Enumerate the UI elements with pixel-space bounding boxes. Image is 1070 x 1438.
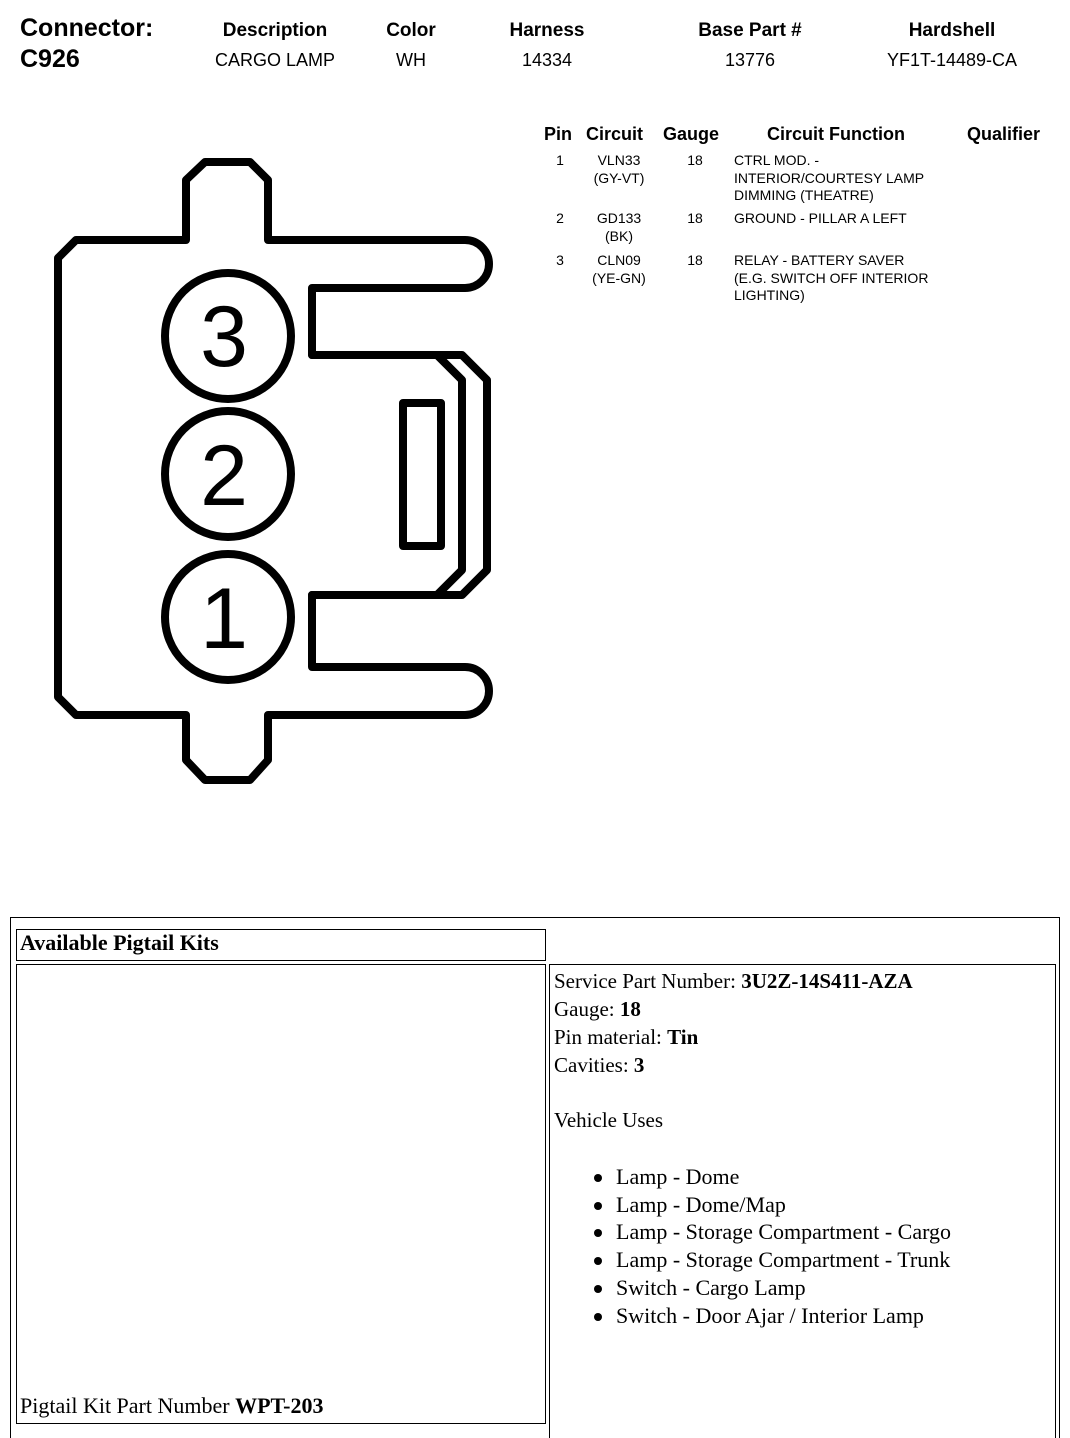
pigtail-title: Available Pigtail Kits xyxy=(20,930,219,955)
pin-row-1-function-line: DIMMING (THEATRE) xyxy=(734,187,874,203)
vehicle-uses-heading: Vehicle Uses xyxy=(554,1108,664,1132)
bullet-icon xyxy=(594,1174,602,1182)
description-header: Description xyxy=(222,20,328,41)
pigtail-title-cell xyxy=(16,929,546,961)
pin-material-row xyxy=(554,1023,1055,1051)
pin-row-1-circuit xyxy=(574,152,664,187)
color-header: Color xyxy=(386,20,436,41)
pin-header: Pin xyxy=(544,124,573,144)
pin-row-3-gauge: 18 xyxy=(687,252,703,268)
gauge-label: Gauge: xyxy=(554,997,620,1021)
base-part-header: Base Part # xyxy=(698,20,802,41)
pin-row-2-pin: 2 xyxy=(556,210,564,226)
vehicle-use-text: Lamp - Storage Compartment - Trunk xyxy=(616,1247,951,1273)
pigtail-kit-part xyxy=(20,1393,324,1419)
pin-row-1-circuit-color: (GY-VT) xyxy=(593,169,645,186)
hardshell-value: YF1T-14489-CA xyxy=(886,50,1018,70)
cavities-label: Cavities: xyxy=(554,1053,634,1077)
pin-row-3-circuit-color: (YE-GN) xyxy=(592,269,646,286)
service-part-number: 3U2Z-14S411-AZA xyxy=(741,969,913,993)
service-part-label: Service Part Number: xyxy=(554,969,742,993)
kit-part-label: Pigtail Kit Part Number xyxy=(20,1393,236,1418)
vehicle-use-text: Switch - Door Ajar / Interior Lamp xyxy=(616,1302,924,1328)
vehicle-use-text: Lamp - Storage Compartment - Cargo xyxy=(616,1219,952,1245)
service-part-row xyxy=(554,967,1055,995)
pigtail-image-cell xyxy=(16,964,546,1424)
gauge-row xyxy=(554,995,1055,1023)
pin-row-3-function-line: LIGHTING) xyxy=(734,287,805,303)
pigtail-info-cell xyxy=(549,964,1056,1438)
color-value: WH xyxy=(396,50,426,70)
pin-row-1-pin: 1 xyxy=(556,152,564,168)
list-item xyxy=(554,1218,1055,1246)
pin-row-2-circuit-id: GD133 xyxy=(596,210,642,226)
cavities-row xyxy=(554,1051,1055,1079)
base-part-value: 13776 xyxy=(724,50,776,70)
header-hardshell xyxy=(852,20,1052,71)
connector-id: C926 xyxy=(20,45,80,73)
cavity-3-label: 3 xyxy=(200,289,248,385)
pin-row-1-function-line: INTERIOR/COURTESY LAMP xyxy=(734,169,925,186)
bullet-icon xyxy=(594,1285,602,1293)
connector-label: Connector: xyxy=(20,14,154,42)
pin-row-3-function xyxy=(734,252,964,305)
pin-material-label: Pin material: xyxy=(554,1025,668,1049)
cavity-2-label: 2 xyxy=(200,428,248,524)
housing-outline xyxy=(58,162,489,780)
gauge-header: Gauge xyxy=(663,124,720,144)
header-base-part xyxy=(670,20,830,71)
circuit-function-header: Circuit Function xyxy=(767,124,905,144)
qualifier-header: Qualifier xyxy=(967,124,1041,144)
vehicle-use-text: Switch - Cargo Lamp xyxy=(616,1274,806,1300)
list-item xyxy=(554,1246,1055,1274)
cavity-1-label: 1 xyxy=(200,571,248,667)
pin-row-2-function xyxy=(734,210,964,228)
connector-face-diagram xyxy=(0,0,540,820)
vehicle-uses-list xyxy=(554,1163,1055,1329)
pin-row-1-function xyxy=(734,152,964,205)
pin-row-3-circuit-id: CLN09 xyxy=(597,252,641,268)
pin-row-3-pin: 3 xyxy=(556,252,564,268)
pin-row-1-function-line: CTRL MOD. - xyxy=(734,152,820,168)
kit-part-number: WPT-203 xyxy=(235,1393,324,1418)
vehicle-use-text: Lamp - Dome xyxy=(616,1164,740,1189)
description-value: CARGO LAMP xyxy=(214,50,336,70)
pin-row-2-function-line: GROUND - PILLAR A LEFT xyxy=(734,210,907,226)
pin-row-1-circuit-id: VLN33 xyxy=(597,152,641,168)
pin-row-1-gauge: 18 xyxy=(687,152,703,168)
harness-value: 14334 xyxy=(521,50,573,70)
latch-rectangle xyxy=(403,403,441,546)
pin-row-3-circuit xyxy=(574,252,664,287)
pin-row-2-circuit-color: (BK) xyxy=(605,227,633,244)
pin-material-value: Tin xyxy=(667,1025,699,1049)
gauge-value: 18 xyxy=(619,997,641,1021)
bullet-icon xyxy=(594,1257,602,1265)
bullet-icon xyxy=(594,1202,602,1210)
pin-row-2-gauge: 18 xyxy=(687,210,703,226)
cavities-value: 3 xyxy=(633,1053,645,1077)
hardshell-header: Hardshell xyxy=(908,20,996,41)
list-item xyxy=(554,1302,1055,1330)
harness-header: Harness xyxy=(509,20,585,41)
list-item xyxy=(554,1274,1055,1302)
pin-row-2-circuit xyxy=(574,210,664,245)
list-item xyxy=(554,1163,1055,1191)
list-item xyxy=(554,1191,1055,1219)
bullet-icon xyxy=(594,1229,602,1237)
vehicle-use-text: Lamp - Dome/Map xyxy=(616,1191,786,1217)
bullet-icon xyxy=(594,1313,602,1321)
pin-row-3-function-line: (E.G. SWITCH OFF INTERIOR xyxy=(734,269,929,286)
pin-row-3-function-line: RELAY - BATTERY SAVER xyxy=(734,252,905,268)
circuit-header: Circuit xyxy=(586,124,644,144)
